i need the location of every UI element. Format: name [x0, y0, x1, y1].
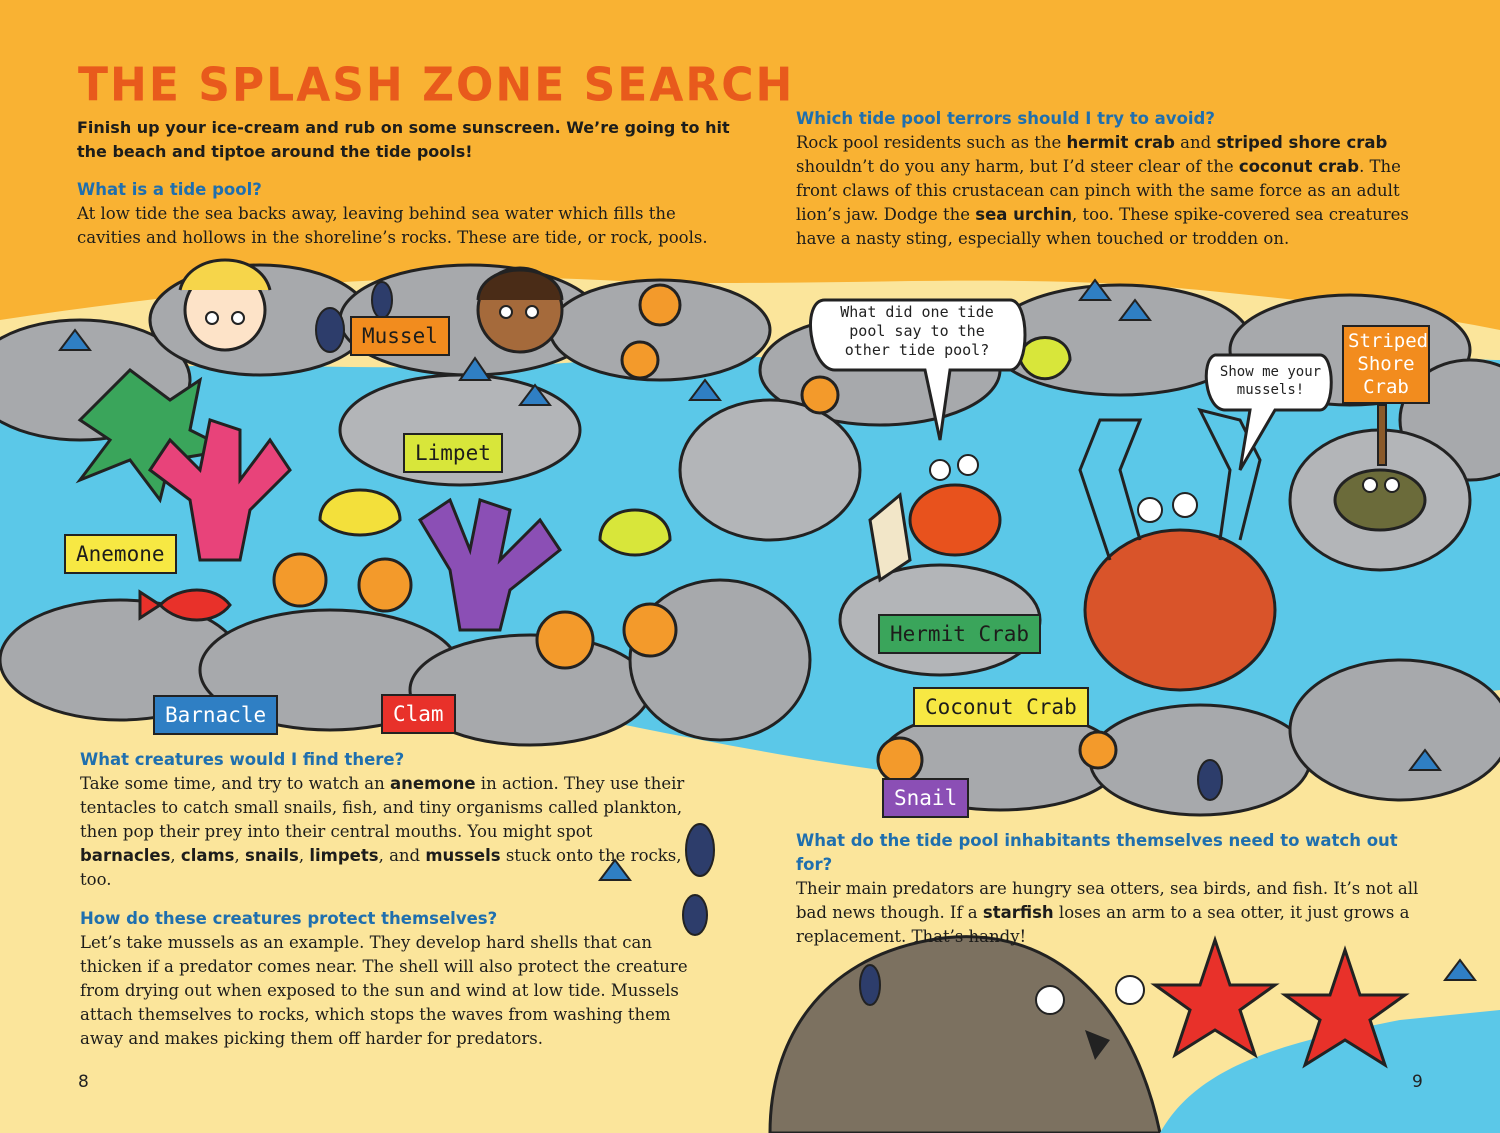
- page-title: THE SPLASH ZONE SEARCH: [78, 58, 795, 113]
- section-question: How do these creatures protect themselves?: [80, 909, 498, 928]
- label-snail: Snail: [882, 778, 969, 818]
- page-number-left: 8: [78, 1072, 89, 1092]
- section-body: Rock pool residents such as the hermit crab and striped shore crab shouldn’t do you any harm, but I’d steer clear of the coconut crab. The front claws of this crustacean can pinch with the same force as an adult lion’s jaw. Dodge the sea urchin, too. These spike-covered sea creatures have a nasty sting, especially when touched or trodden on.: [796, 133, 1409, 248]
- section-terrors: [796, 107, 1436, 251]
- label-coconut-crab: Coconut Crab: [913, 687, 1089, 727]
- section-protect: [80, 907, 690, 1051]
- label-clam: Clam: [381, 694, 456, 734]
- label-striped-shore-crab: Striped Shore Crab: [1342, 325, 1430, 404]
- green-anemone: [1020, 338, 1070, 379]
- section-creatures: [80, 748, 690, 892]
- label-anemone: Anemone: [64, 534, 177, 574]
- label-limpet: Limpet: [403, 433, 503, 473]
- section-question: What do the tide pool inhabitants themselves need to watch out for?: [796, 831, 1398, 874]
- label-mussel: Mussel: [350, 316, 450, 356]
- girl-peeking: [180, 260, 270, 350]
- section-body: Their main predators are hungry sea otters, sea birds, and fish. It’s not all bad news though. If a starfish loses an arm to a sea otter, it just grows a replacement. That’s handy!: [796, 879, 1419, 946]
- intro-paragraph: Finish up your ice-cream and rub on some sunscreen. We’re going to hit the beach and tiptoe around the tide pools!: [77, 118, 730, 161]
- coconut-crab-speech: Show me your mussels!: [1219, 364, 1322, 398]
- starfish: [1155, 940, 1405, 1065]
- section-body: Take some time, and try to watch an anemone in action. They use their tentacles to catch small snails, fish, and tiny organisms called plankton, then pop their prey into their central mouths. You might spot barnacles, clams, snails, limpets, and mussels stuck onto the rocks, too.: [80, 774, 685, 889]
- section-body: Let’s take mussels as an example. They develop hard shells that can thicken if a predator comes near. The shell will also protect the creature from drying out when exposed to the sun and wind at low tide. Mussels attach themselves to rocks, which stops the waves from washing them away and makes picking them off harder for predators.: [80, 933, 688, 1048]
- section-question: Which tide pool terrors should I try to avoid?: [796, 109, 1215, 128]
- boy-peeking: [478, 268, 562, 352]
- section-body: At low tide the sea backs away, leaving behind sea water which fills the cavities and hollows in the shoreline’s rocks. These are tide, or rock, pools.: [77, 204, 708, 247]
- page-number-right: 9: [1412, 1072, 1423, 1092]
- yellow-anemone: [320, 490, 400, 535]
- section-predators: [796, 829, 1436, 949]
- label-hermit-crab: Hermit Crab: [878, 614, 1041, 654]
- section-question: What creatures would I find there?: [80, 750, 405, 769]
- yellow-green-anemone: [600, 510, 670, 555]
- section-question: What is a tide pool?: [77, 180, 262, 199]
- seal: [770, 937, 1160, 1133]
- label-barnacle: Barnacle: [153, 695, 278, 735]
- section-tide-pool: [77, 178, 717, 250]
- hermit-crab-speech: What did one tide pool say to the other tide pool?: [840, 303, 994, 359]
